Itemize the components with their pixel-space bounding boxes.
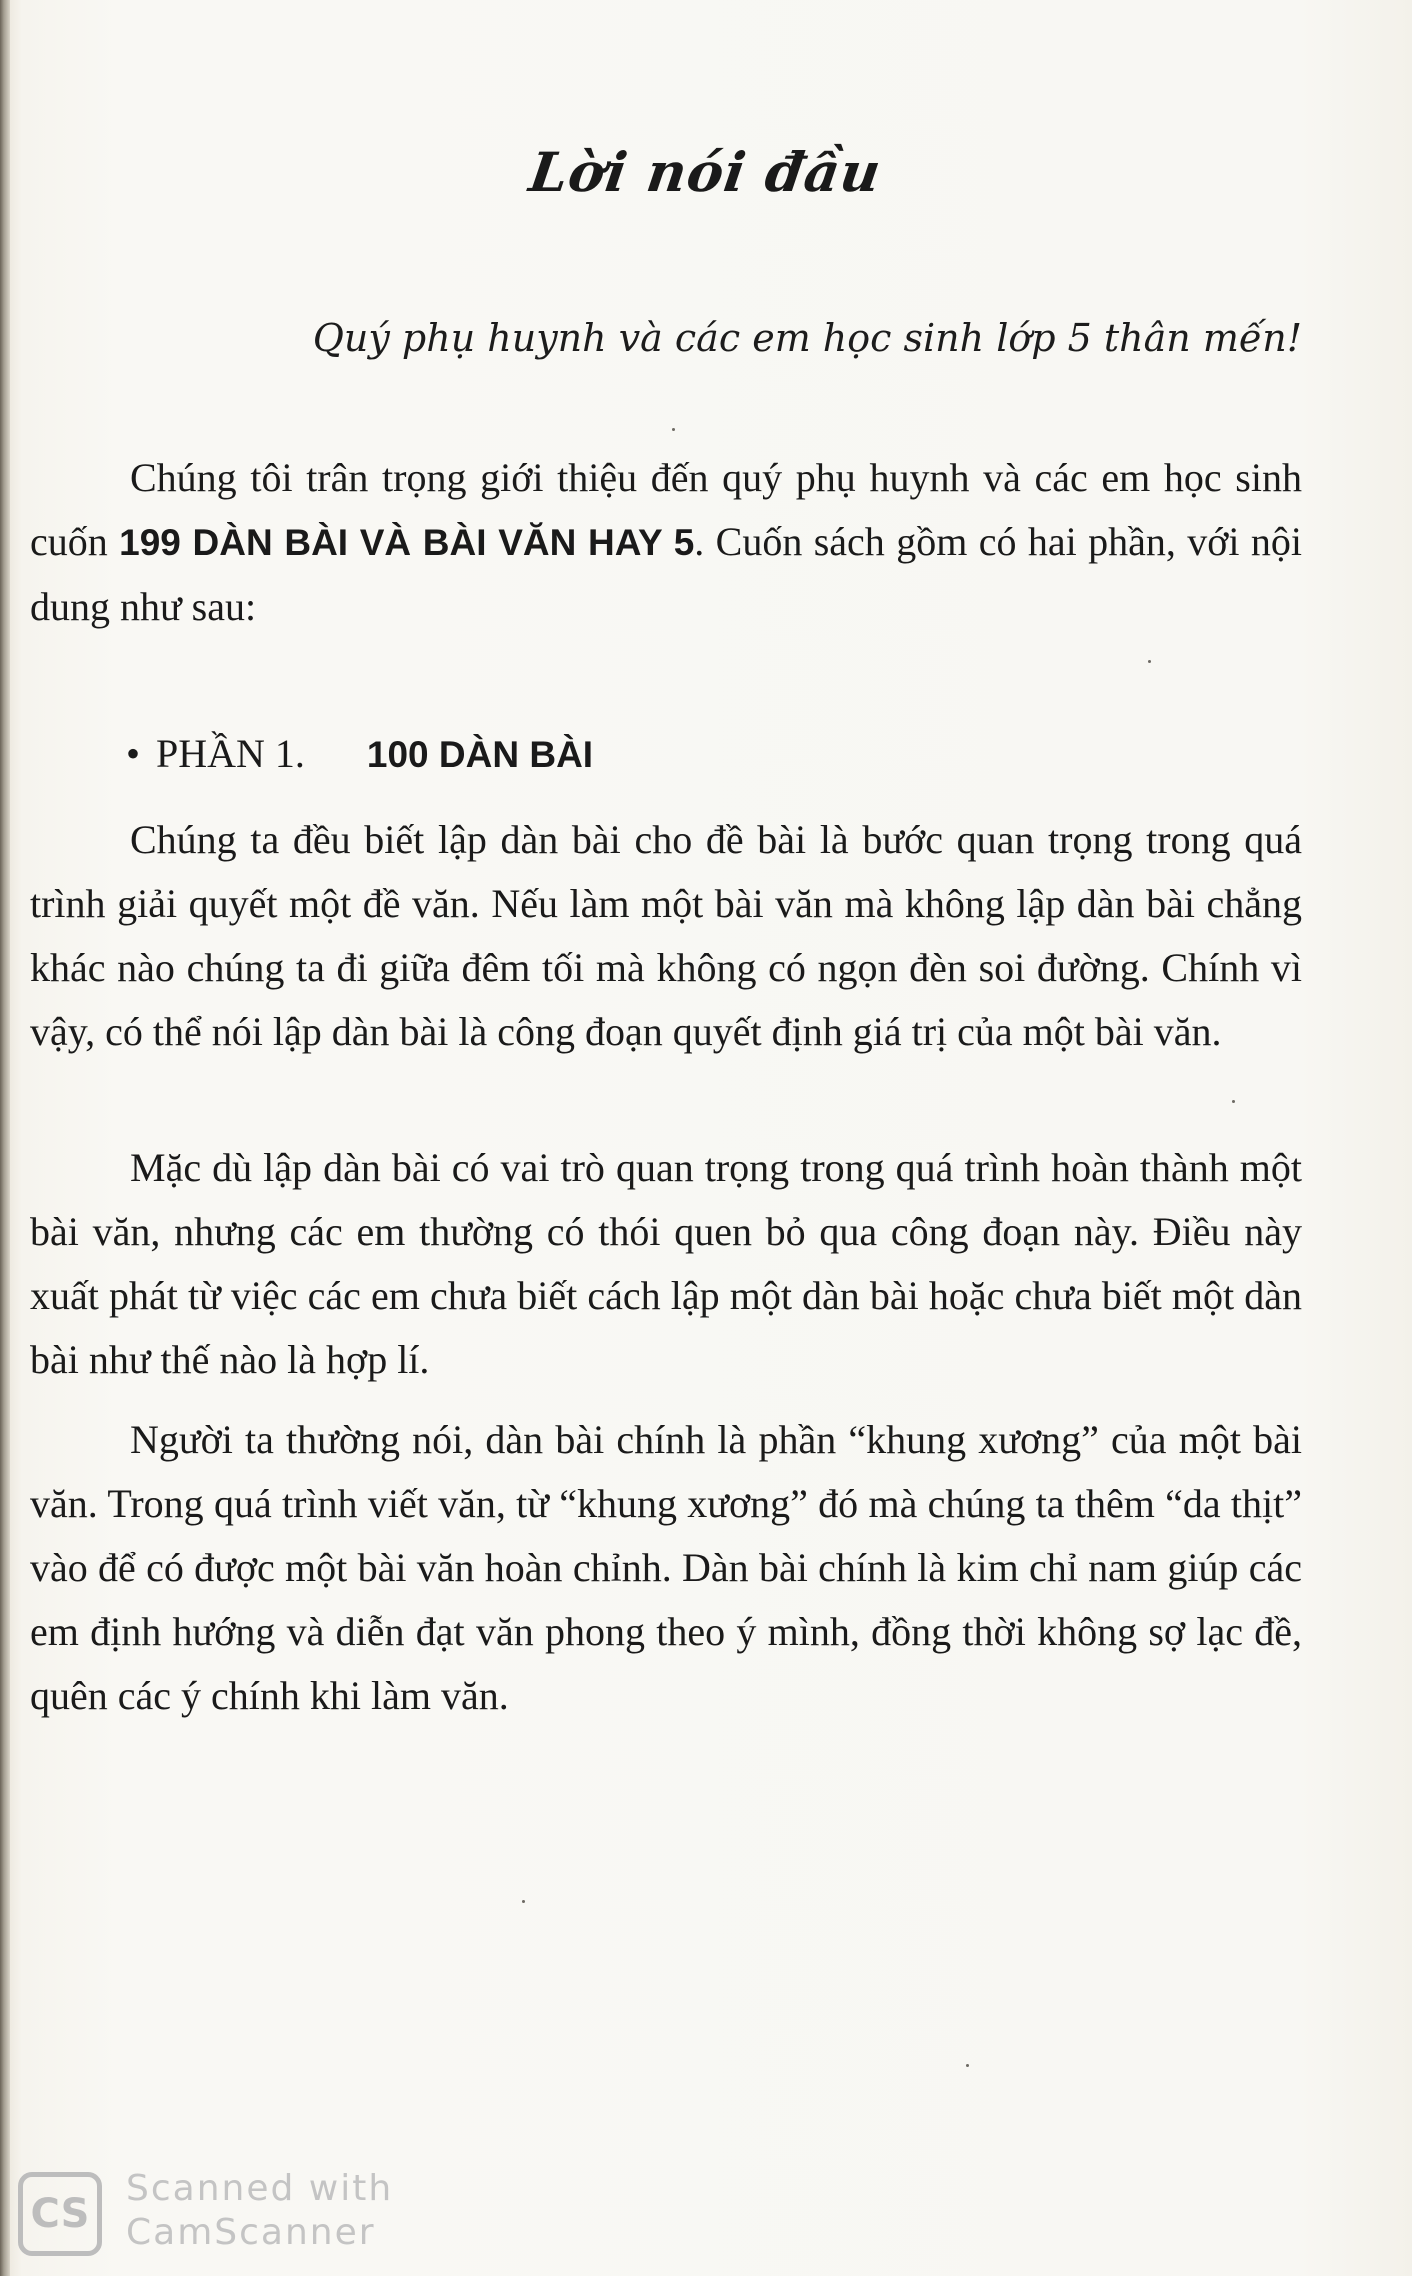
paragraph-1: Chúng ta đều biết lập dàn bài cho đề bài là bước quan trọng trong quá trình giải quyết một đề văn. Nếu làm một bài văn mà không lập dàn bài chẳng khác nào chúng ta đi giữa đêm tối mà không có ngọn đèn soi đường. Chính vì vậy, có thể nói lập dàn bài là công đoạn quyết định giá trị của một bài văn. [30,817,1302,1054]
section-bullet: • [126,731,141,776]
intro-text-before: Chúng tôi trân trọng giới thiệu đến quý phụ huynh và các em học sinh cuốn [30,455,1302,564]
page-title: Lời nói đầu [525,140,886,204]
watermark-line-2: CamScanner [126,2212,376,2253]
paper-speck [966,2064,969,2067]
page-spine-shadow [0,0,10,2276]
greeting-line: Quý phụ huynh và các em học sinh lớp 5 thân mến! [312,316,1302,360]
paragraph-2: Mặc dù lập dàn bài có vai trò quan trọng trong quá trình hoàn thành một bài văn, nhưng các em thường có thói quen bỏ qua công đoạn này. Điều này xuất phát từ việc các em chưa biết cách lập một dàn bài hoặc chưa biết một dàn bài như thế nào là hợp lí. [30,1145,1302,1382]
paper-speck [1148,660,1151,663]
section-heading [126,730,593,777]
book-title: 199 DÀN BÀI VÀ BÀI VĂN HAY 5 [119,522,695,563]
paragraph-3: Người ta thường nói, dàn bài chính là phần “khung xương” của một bài văn. Trong quá trình viết văn, từ “khung xương” đó mà chúng ta thêm “da thịt” vào để có được một bài văn hoàn chỉnh. Dàn bài chính là kim chỉ nam giúp các em định hướng và diễn đạt văn phong theo ý mình, đồng thời không sợ lạc đề, quên các ý chính khi làm văn. [30,1417,1302,1718]
watermark-line-1: Scanned with [126,2168,394,2209]
camscanner-logo-icon: CS [18,2172,102,2256]
paper-speck [522,1900,525,1903]
section-name: 100 DÀN BÀI [366,734,594,775]
paper-speck [1232,1100,1235,1103]
scanner-watermark [18,2168,394,2264]
paper-speck [672,428,675,431]
intro-text-after: . Cuốn sách gồm có hai phần, với nội dung như sau: [30,519,1302,629]
section-label: PHẦN 1. [156,731,305,776]
intro-paragraph [30,446,1302,639]
